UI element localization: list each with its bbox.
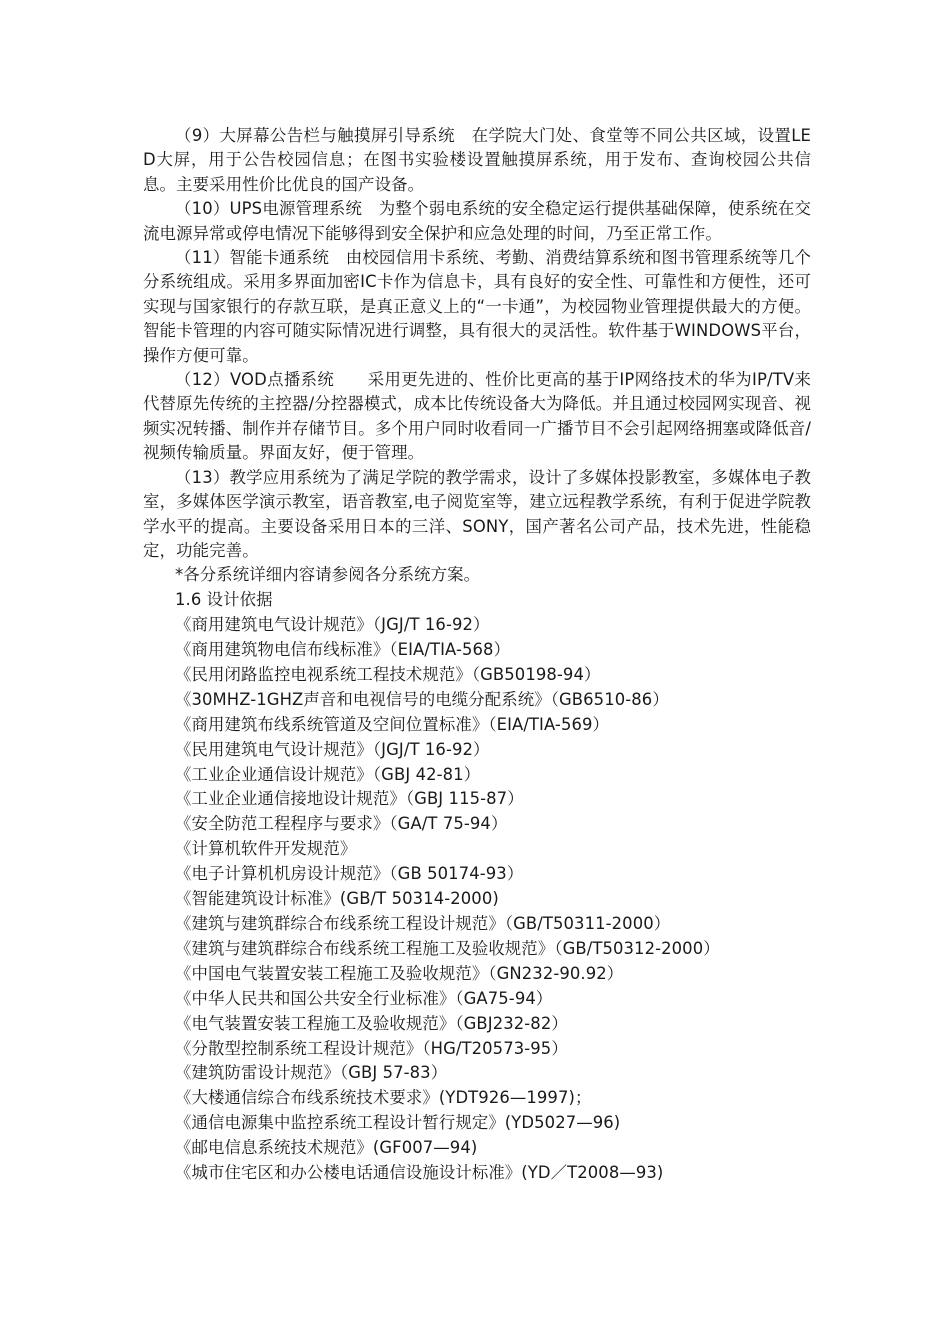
standard-item: 《计算机软件开发规范》 [175,839,357,859]
standards-list [143,613,811,1186]
standard-item: 《中华人民共和国公共安全行业标准》（GA75-94） [175,988,553,1008]
standard-item: 《建筑防雷设计规范》（GBJ 57-83） [175,1063,448,1083]
standard-item: 《建筑与建筑群综合布线系统工程施工及验收规范》（GB/T50312-2000） [175,938,720,958]
section-heading: 1.6 设计依据 [175,590,273,610]
standard-item: 《建筑与建筑群综合布线系统工程设计规范》（GB/T50311-2000） [175,914,671,933]
standard-item: 《智能建筑设计标准》(GB/T 50314-2000) [175,889,499,909]
standard-item: 《电气装置安装工程施工及验收规范》（GBJ232-82） [175,1013,568,1033]
paragraph-led-screen-system: （9）大屏幕公告栏与触摸屏引导系统 在学院大门处、食堂等不同公共区域，设置LED大屏，用于公告校园信息；在图书实验楼设置触摸屏系统，用于发布、查询校园公共信息。主要采用性价比优良的国产设备。 [143,126,811,194]
standard-item: 《商用建筑布线系统管道及空间位置标准》（EIA/TIA-569） [175,714,610,734]
paragraph-teaching-system: （13）教学应用系统为了满足学院的教学需求，设计了多媒体投影教室，多媒体电子教室，多媒体医学演示教室，语音教室,电子阅览室等，建立远程教学系统，有利于促进学院教学水平的提高。主要设备采用日本的三洋、SONY，国产著名公司产品，技术先进，性能稳定，功能完善。 [143,467,811,560]
standard-item: 《商用建筑电气设计规范》（JGJ/T 16-92） [175,615,490,635]
standard-item: 《安全防范工程程序与要求》（GA/T 75-94） [175,814,508,834]
standard-item: 《民用建筑电气设计规范》（JGJ/T 16-92） [175,739,490,759]
standard-item: 《商用建筑物电信布线标准》（EIA/TIA-568） [175,640,511,660]
subsystem-note: *各分系统详细内容请参阅各分系统方案。 [175,565,481,585]
document-body [143,124,811,1186]
standard-item: 《中国电气装置安装工程施工及验收规范》（GN232-90.92） [175,963,624,983]
paragraph-smart-card-system: （11）智能卡通系统 由校园信用卡系统、考勤、消费结算系统和图书管理系统等几个分系统组成。采用多界面加密IC卡作为信息卡，具有良好的安全性、可靠性和方便性，还可实现与国家银行的存款互联，是真正意义上的“一卡通”，为校园物业管理提供最大的方便。智能卡管理的内容可随实际情况进行调整，具有很大的灵活性。软件基于WINDOWS平台，操作方便可靠。 [143,248,811,365]
standard-item: 《城市住宅区和办公楼电话通信设施设计标准》(YD／T2008—93) [175,1163,664,1183]
standard-item: 《30MHZ-1GHZ声音和电视信号的电缆分配系统》（GB6510-86） [175,689,669,709]
standard-item: 《通信电源集中监控系统工程设计暂行规定》(YD5027—96) [175,1113,621,1133]
standard-item: 《邮电信息系统技术规范》(GF007—94) [175,1138,478,1158]
paragraph-vod-system: （12）VOD点播系统 采用更先进的、性价比更高的基于IP网络技术的华为IP/TV来代替原先传统的主控器/分控器模式，成本比传统设备大为降低。并且通过校园网实现音、视频实况转播、制作并存储节目。多个用户同时收看同一广播节目不会引起网络拥塞或降低音/视频传输质量。界面友好，便于管理。 [143,370,811,463]
paragraph-ups-system: （10）UPS电源管理系统 为整个弱电系统的安全稳定运行提供基础保障，使系统在交流电源异常或停电情况下能够得到安全保护和应急处理的时间，乃至正常工作。 [143,199,811,243]
standard-item: 《工业企业通信设计规范》（GBJ 42-81） [175,764,481,784]
standard-item: 《工业企业通信接地设计规范》（GBJ 115-87） [175,789,524,809]
standard-item: 《大楼通信综合布线系统技术要求》(YDT926—1997)； [175,1088,592,1108]
standard-item: 《民用闭路监控电视系统工程技术规范》（GB50198-94） [175,664,601,684]
standard-item: 《电子计算机机房设计规范》（GB 50174-93） [175,864,524,884]
standard-item: 《分散型控制系统工程设计规范》（HG/T20573-95） [175,1038,568,1058]
